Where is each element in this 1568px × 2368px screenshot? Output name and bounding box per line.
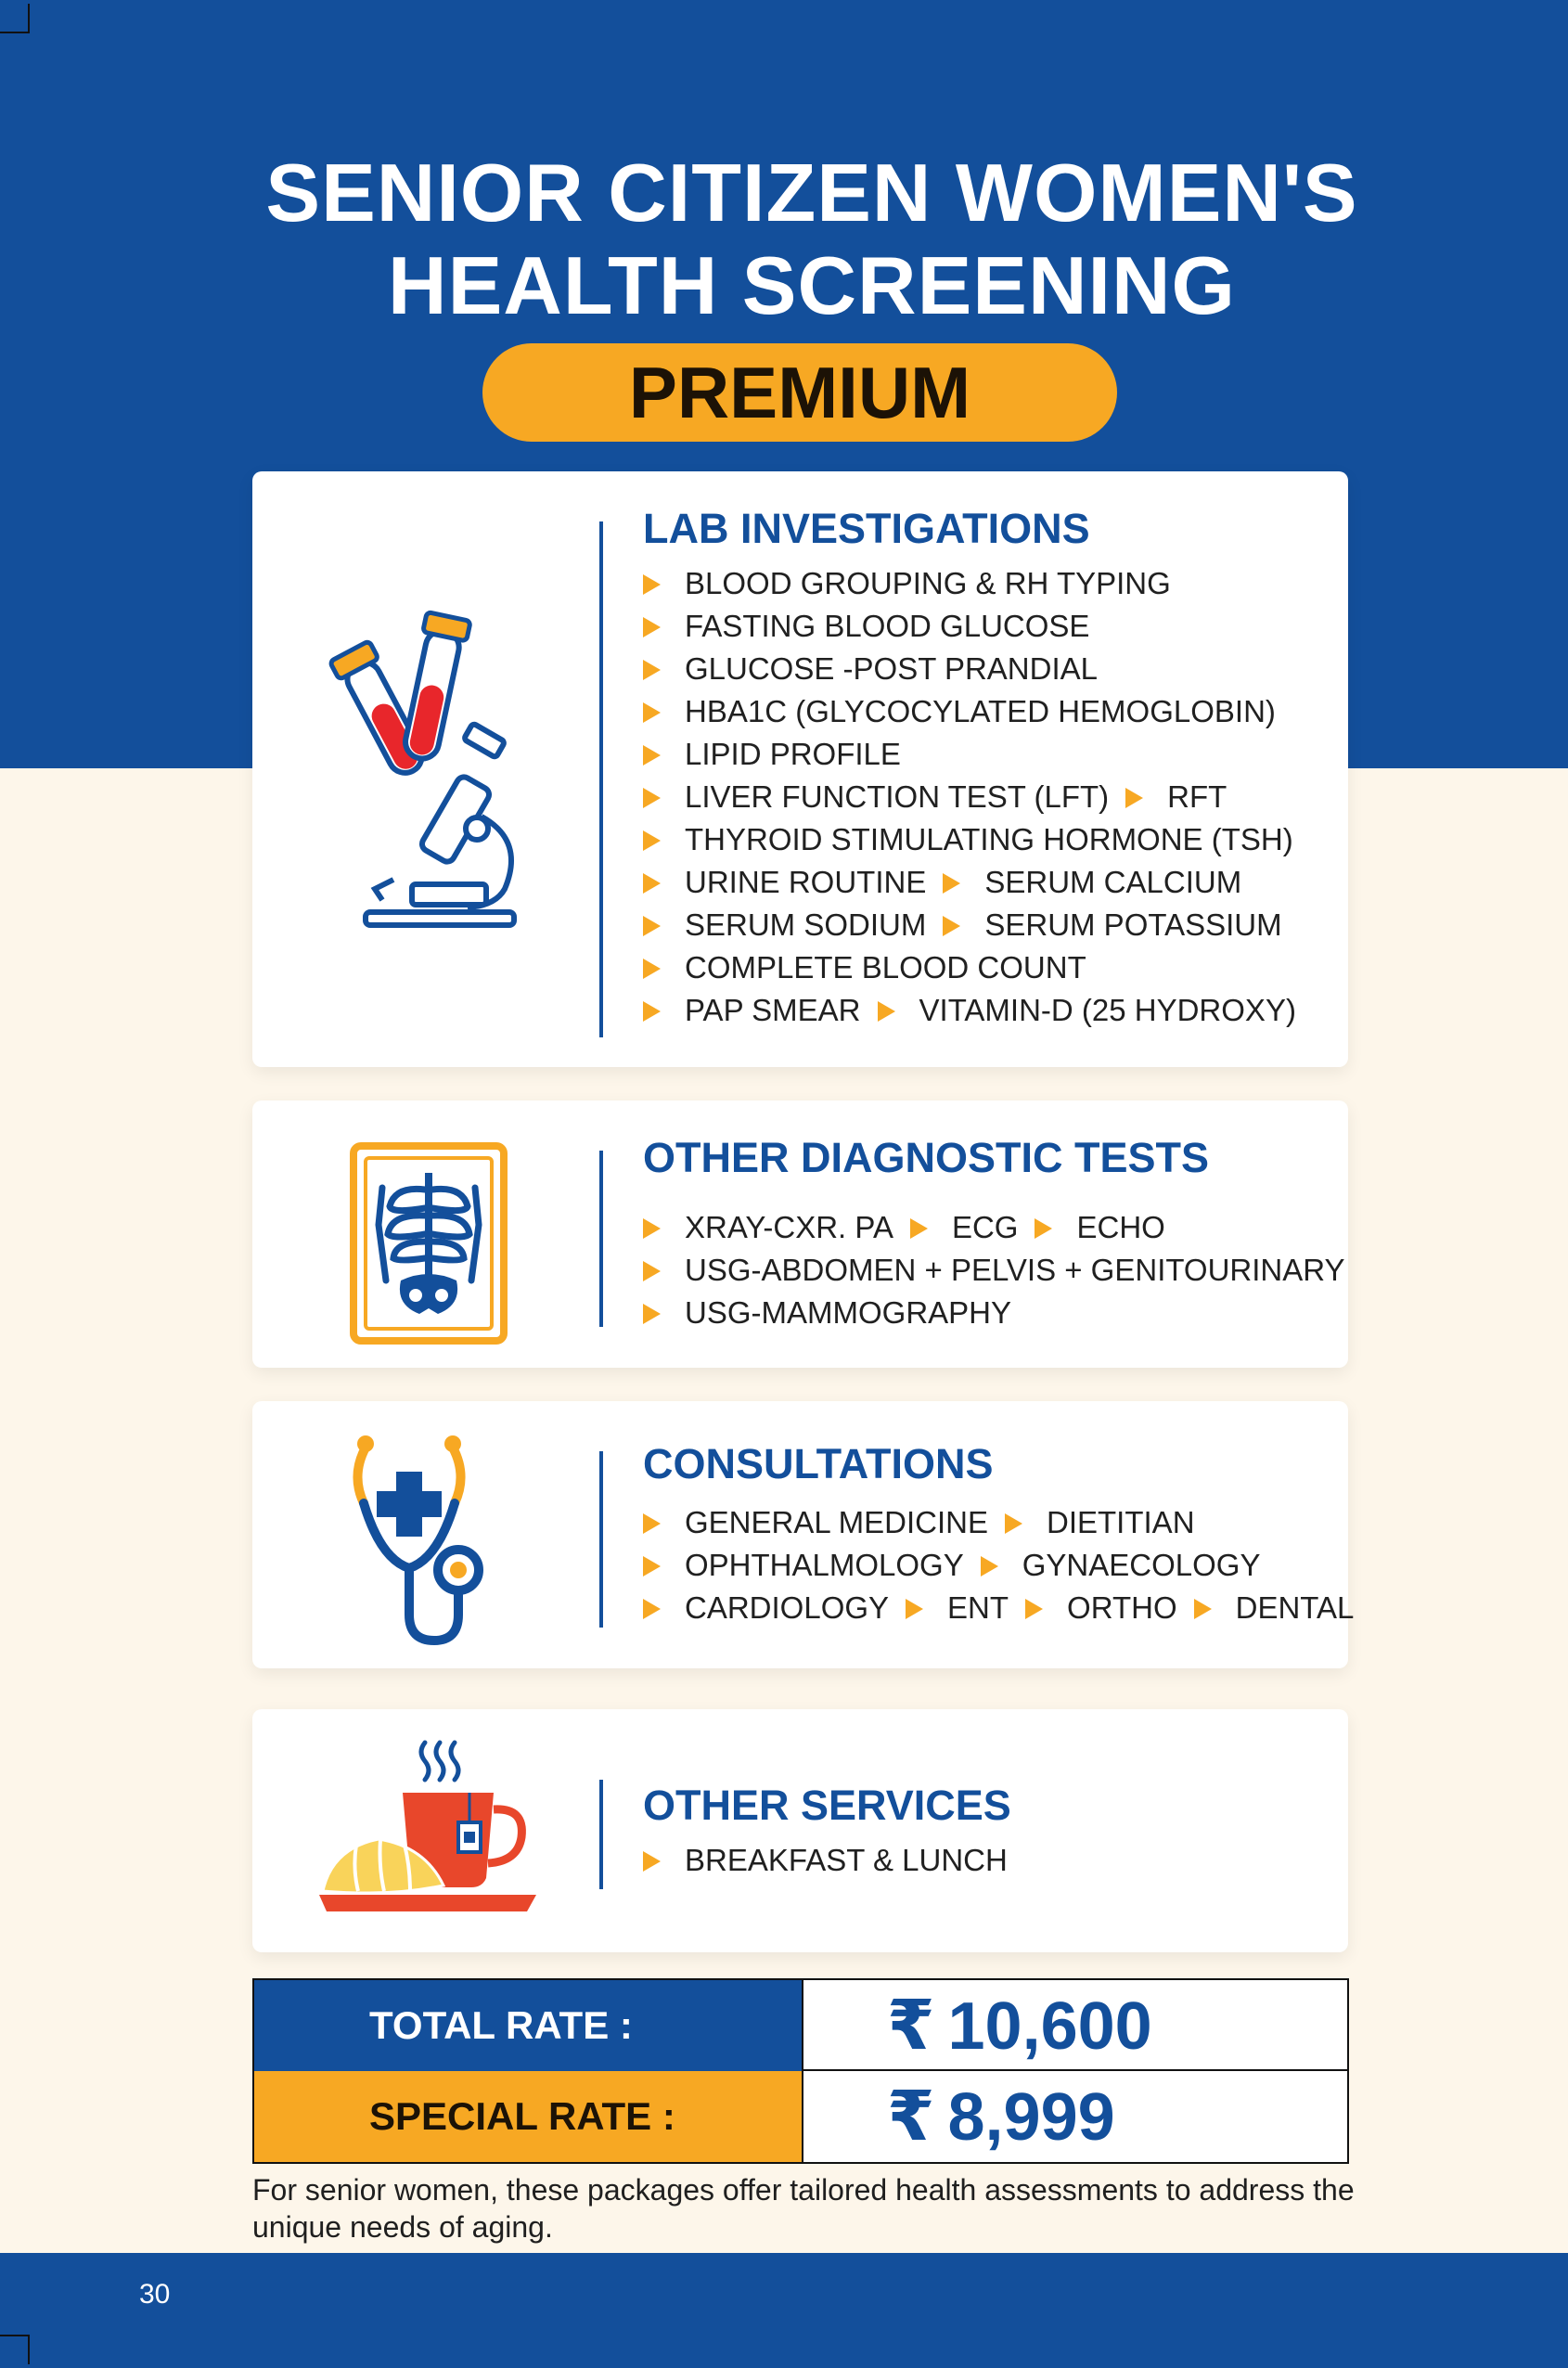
bullet-triangle-icon — [643, 959, 661, 979]
bullet-triangle-icon — [943, 873, 960, 894]
list-item-label: SERUM POTASSIUM — [984, 907, 1282, 942]
list-item — [878, 989, 1296, 1032]
bullet-triangle-icon — [643, 1001, 661, 1022]
list-item — [981, 1544, 1261, 1587]
special-rate-label — [254, 2071, 802, 2162]
crop-mark — [0, 4, 30, 33]
list-line — [643, 648, 1114, 690]
footer-note: For senior women, these packages offer tailored health assessments to address the unique needs of aging. — [252, 2173, 1355, 2244]
bullet-triangle-icon — [943, 916, 960, 936]
list-item — [643, 1501, 988, 1544]
total-rate-amount: 10,600 — [947, 1989, 1152, 2064]
list-item — [643, 904, 926, 946]
total-rate-value — [802, 1980, 1347, 2071]
bullet-triangle-icon — [643, 702, 661, 723]
rupee-icon: ₹ — [887, 1987, 935, 2064]
rate-table — [252, 1978, 1349, 2164]
list-item-label: GENERAL MEDICINE — [685, 1505, 989, 1539]
bullet-triangle-icon — [643, 574, 661, 595]
page-number: 30 — [139, 2279, 171, 2310]
list-item — [643, 1587, 889, 1629]
list-item — [643, 733, 901, 776]
list-item-label: SERUM SODIUM — [685, 907, 927, 942]
list-item-label: HBA1C (GLYCOCYLATED HEMOGLOBIN) — [685, 694, 1276, 728]
bullet-triangle-icon — [878, 1001, 895, 1022]
list-item-label: XRAY-CXR. PA — [685, 1210, 893, 1244]
list-item — [643, 562, 1171, 605]
bullet-triangle-icon — [981, 1556, 998, 1577]
list-item-label: ORTHO — [1067, 1590, 1177, 1625]
bullet-triangle-icon — [1025, 1599, 1043, 1619]
list-line — [643, 904, 1299, 946]
footer-band — [0, 2253, 1568, 2368]
list-item — [643, 648, 1098, 690]
list-line — [643, 861, 1258, 904]
list-line — [643, 1501, 1212, 1544]
list-line — [643, 989, 1313, 1032]
section-divider — [599, 1151, 603, 1327]
list-item-label: GLUCOSE -POST PRANDIAL — [685, 651, 1099, 686]
special-rate-value — [802, 2071, 1347, 2162]
list-item-label: ENT — [947, 1590, 1009, 1625]
list-item — [643, 1292, 1011, 1334]
list-line — [643, 818, 1310, 861]
list-item — [643, 690, 1276, 733]
list-item-label: LIPID PROFILE — [685, 737, 901, 771]
list-item — [1194, 1587, 1355, 1629]
list-item-label: GYNAECOLOGY — [1022, 1548, 1261, 1582]
list-line — [643, 946, 1103, 989]
special-rate-amount: 8,999 — [947, 2080, 1115, 2155]
list-item — [643, 1206, 893, 1249]
page-title — [0, 147, 1568, 332]
list-item-label: LIVER FUNCTION TEST (LFT) — [685, 779, 1110, 814]
special-rate-label-text: SPECIAL RATE : — [369, 2094, 675, 2138]
list-line — [643, 690, 1292, 733]
list-item — [943, 904, 1281, 946]
list-item-label: USG-ABDOMEN + PELVIS + GENITOURINARY — [685, 1253, 1345, 1287]
total-rate-label-text: TOTAL RATE : — [369, 2003, 633, 2047]
list-item-label: PAP SMEAR — [685, 993, 861, 1027]
list-item — [643, 776, 1109, 818]
list-item — [643, 818, 1293, 861]
consultations-heading: CONSULTATIONS — [643, 1440, 994, 1487]
list-item-label: FASTING BLOOD GLUCOSE — [685, 609, 1090, 643]
list-item — [643, 1544, 964, 1587]
list-item-label: BLOOD GROUPING & RH TYPING — [685, 566, 1171, 600]
bullet-triangle-icon — [643, 873, 661, 894]
list-item — [643, 1249, 1345, 1292]
bullet-triangle-icon — [643, 1304, 661, 1324]
list-item-label: SERUM CALCIUM — [984, 865, 1242, 899]
list-item — [643, 605, 1089, 648]
section-divider — [599, 1451, 603, 1628]
rupee-icon: ₹ — [887, 2078, 935, 2155]
list-item-label: OPHTHALMOLOGY — [685, 1548, 964, 1582]
section-divider — [599, 1780, 603, 1889]
total-rate-label — [254, 1980, 802, 2071]
list-item-label: USG-MAMMOGRAPHY — [685, 1295, 1012, 1330]
list-item-label: DIETITIAN — [1047, 1505, 1195, 1539]
bullet-triangle-icon — [906, 1599, 923, 1619]
list-line — [643, 1249, 1362, 1292]
bullet-triangle-icon — [643, 1556, 661, 1577]
bullet-triangle-icon — [1194, 1599, 1212, 1619]
lab-investigations-card — [252, 471, 1348, 1067]
list-item-label: CARDIOLOGY — [685, 1590, 890, 1625]
bullet-triangle-icon — [643, 745, 661, 766]
lab-investigations-heading: LAB INVESTIGATIONS — [643, 505, 1090, 552]
list-item-label: THYROID STIMULATING HORMONE (TSH) — [685, 822, 1293, 856]
list-item — [643, 861, 926, 904]
package-badge-label: PREMIUM — [628, 352, 971, 433]
bullet-triangle-icon — [643, 1599, 661, 1619]
list-item-label: VITAMIN-D (25 HYDROXY) — [919, 993, 1296, 1027]
list-line — [643, 1292, 1028, 1334]
stethoscope-icon — [343, 1429, 501, 1652]
diagnostic-tests-heading: OTHER DIAGNOSTIC TESTS — [643, 1134, 1210, 1181]
breakfast-icon — [314, 1737, 546, 1923]
list-item — [1005, 1501, 1195, 1544]
list-line — [643, 605, 1106, 648]
list-line — [643, 776, 1243, 818]
list-item — [643, 989, 861, 1032]
other-services-card — [252, 1709, 1348, 1952]
bullet-triangle-icon — [643, 1218, 661, 1239]
bullet-triangle-icon — [643, 1513, 661, 1534]
list-item — [1025, 1587, 1177, 1629]
list-item-label: RFT — [1167, 779, 1227, 814]
bullet-triangle-icon — [643, 830, 661, 851]
list-item-label: DENTAL — [1235, 1590, 1355, 1625]
list-item — [910, 1206, 1019, 1249]
consultations-card — [252, 1401, 1355, 1668]
xray-icon — [349, 1141, 508, 1345]
package-badge — [482, 343, 1117, 442]
list-line — [643, 1544, 1277, 1587]
section-divider — [599, 521, 603, 1037]
list-line — [643, 1839, 1024, 1882]
list-item — [943, 861, 1241, 904]
bullet-triangle-icon — [643, 788, 661, 808]
list-item — [1125, 776, 1227, 818]
title-line-1: SENIOR CITIZEN WOMEN'S — [265, 147, 1358, 238]
list-line — [643, 1587, 1370, 1629]
list-line — [643, 733, 918, 776]
list-item-label: ECG — [951, 1210, 1019, 1244]
test-tube-microscope-icon — [328, 601, 533, 935]
list-item-label: COMPLETE BLOOD COUNT — [685, 950, 1086, 985]
list-item — [643, 946, 1086, 989]
title-line-2: HEALTH SCREENING — [388, 239, 1236, 331]
other-services-heading: OTHER SERVICES — [643, 1782, 1011, 1829]
bullet-triangle-icon — [643, 1261, 661, 1281]
list-item-label: URINE ROUTINE — [685, 865, 927, 899]
bullet-triangle-icon — [1035, 1218, 1052, 1239]
crop-mark — [0, 2335, 30, 2364]
diagnostic-tests-card — [252, 1100, 1348, 1368]
bullet-triangle-icon — [643, 617, 661, 637]
bullet-triangle-icon — [1005, 1513, 1022, 1534]
list-line — [643, 1206, 1182, 1249]
bullet-triangle-icon — [643, 1851, 661, 1872]
list-item — [1035, 1206, 1164, 1249]
bullet-triangle-icon — [643, 660, 661, 680]
list-item — [906, 1587, 1009, 1629]
list-item-label: BREAKFAST & LUNCH — [685, 1843, 1008, 1877]
list-item-label: ECHO — [1076, 1210, 1165, 1244]
list-item — [643, 1839, 1008, 1882]
bullet-triangle-icon — [643, 916, 661, 936]
list-line — [643, 562, 1188, 605]
bullet-triangle-icon — [910, 1218, 928, 1239]
bullet-triangle-icon — [1125, 788, 1143, 808]
